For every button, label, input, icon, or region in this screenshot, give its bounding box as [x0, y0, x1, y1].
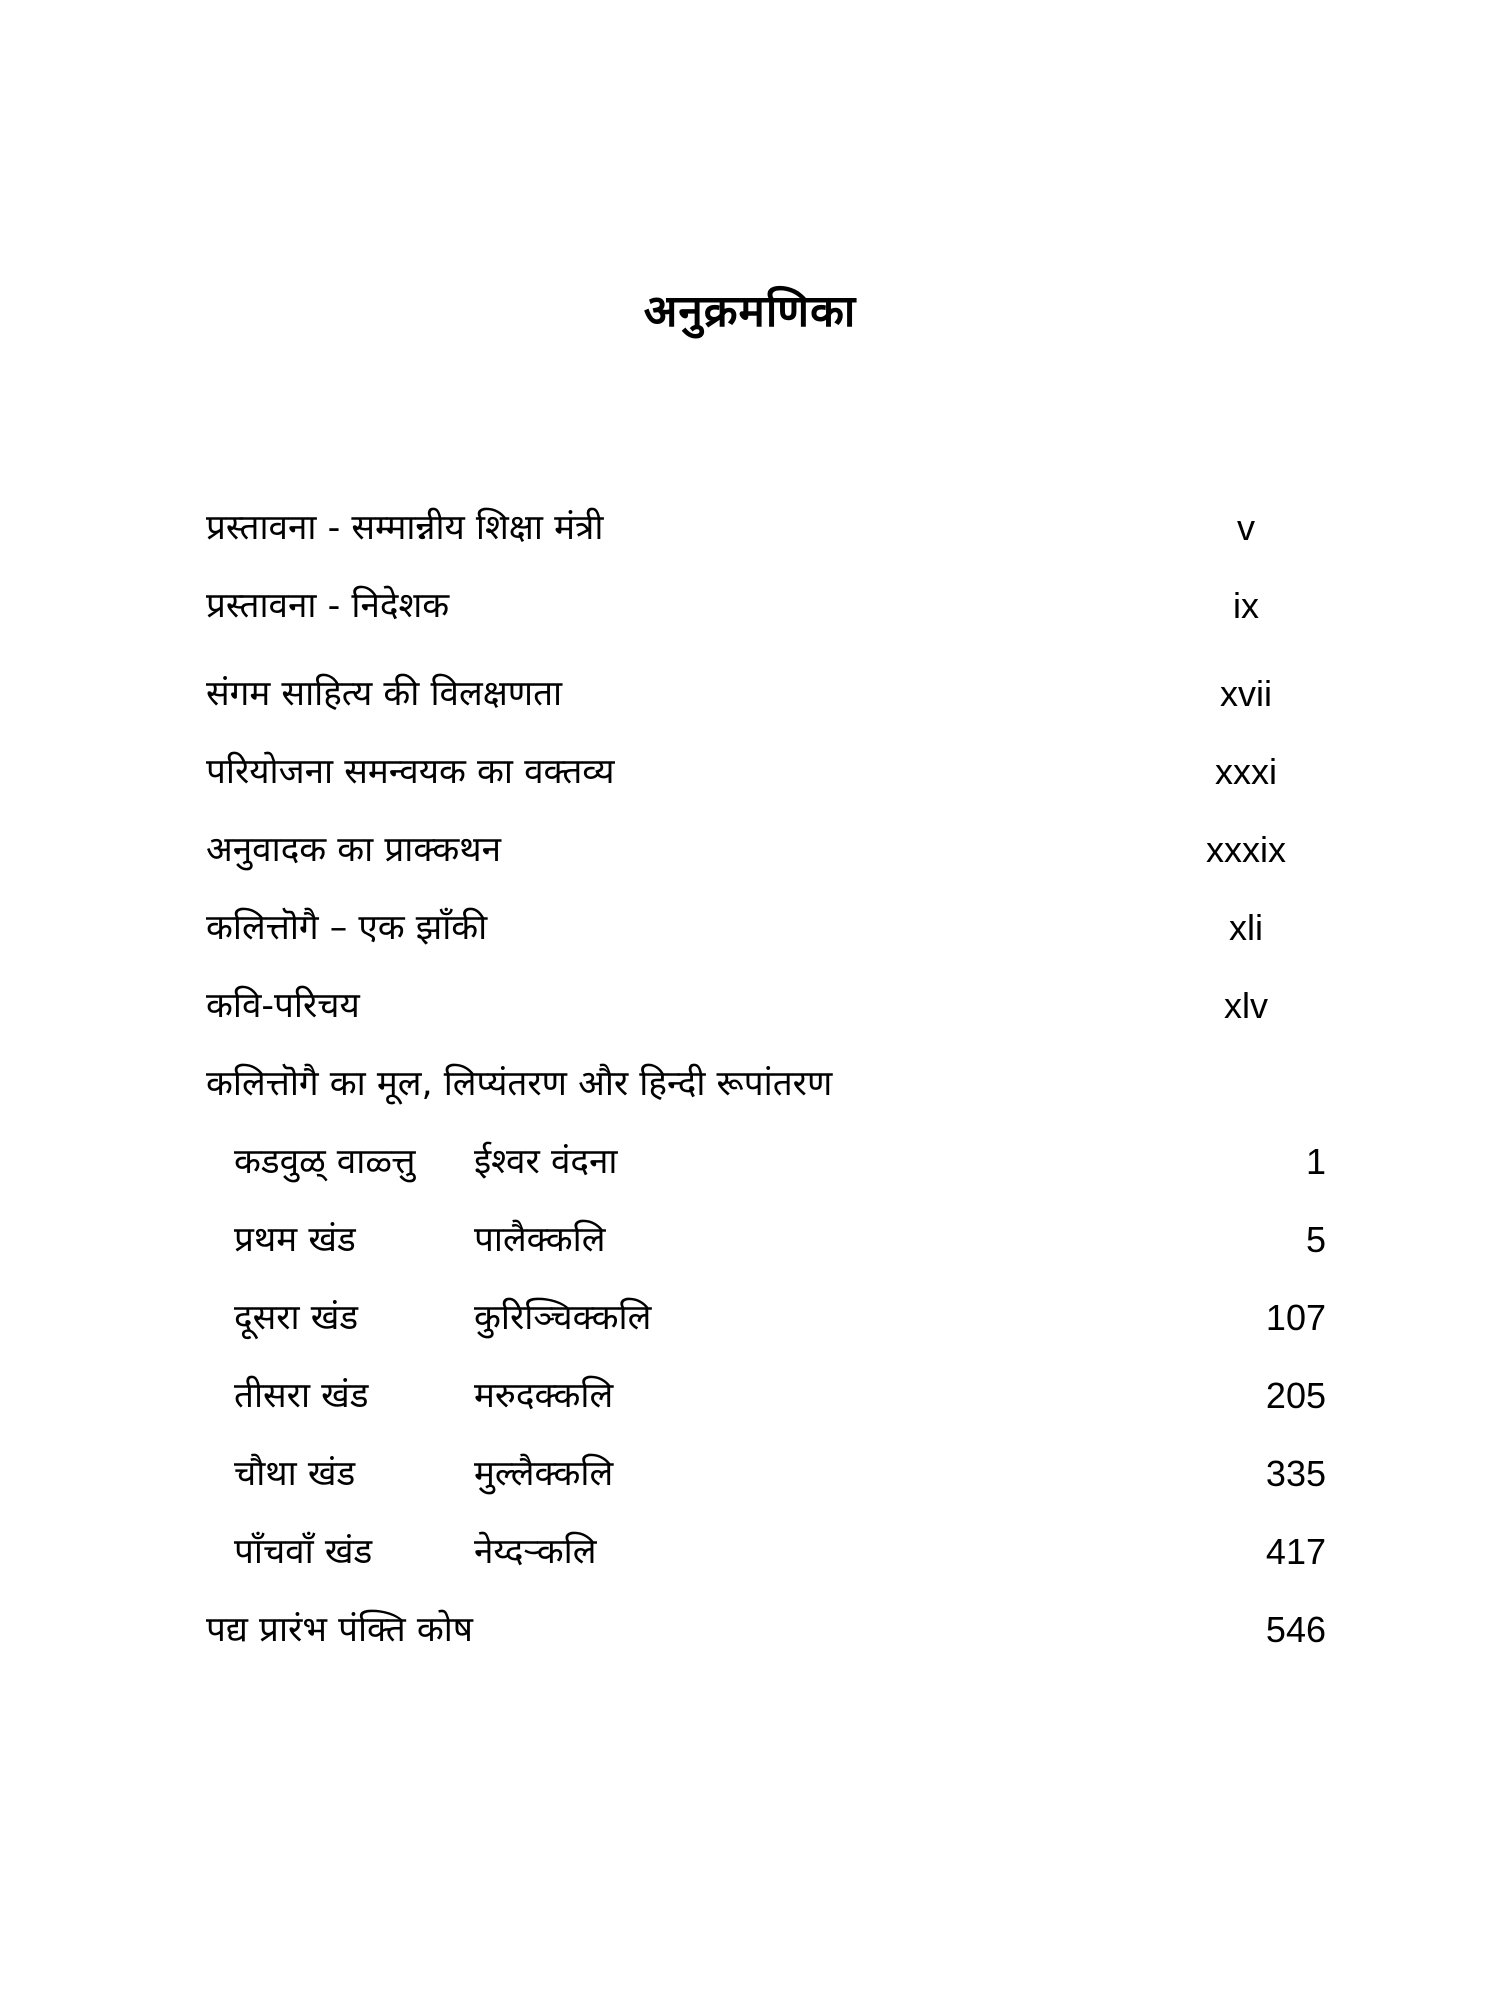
toc-entry-label: कलित्तॊगै – एक झाँकी — [206, 908, 488, 948]
toc-sub-entry-name: मुल्लैक्कलि — [474, 1454, 614, 1494]
toc-sub-entry[interactable] — [206, 1288, 1326, 1348]
toc-sub-entry-part: प्रथम खंड — [234, 1220, 356, 1260]
toc-entry-label: कवि-परिचय — [206, 986, 360, 1026]
toc-sub-entry-part: तीसरा खंड — [234, 1376, 369, 1416]
toc-entry[interactable] — [206, 664, 1326, 724]
toc-entry-page: xvii — [1220, 673, 1272, 714]
toc-sub-entry-part: चौथा खंड — [234, 1454, 356, 1494]
toc-entry[interactable] — [206, 1054, 1326, 1114]
toc-entry-page: xlv — [1224, 985, 1268, 1026]
toc-entry[interactable] — [206, 820, 1326, 880]
toc-entry[interactable] — [206, 576, 1326, 636]
toc-entry-page: xxxix — [1206, 829, 1286, 870]
toc-entry-label: पद्य प्रारंभ पंक्ति कोष — [206, 1610, 474, 1650]
toc-sub-entry-name: ईश्वर वंदना — [474, 1142, 618, 1182]
toc-entry[interactable] — [206, 498, 1326, 558]
toc-sub-entry-page: 1 — [1305, 1141, 1326, 1182]
toc-entry-page: ix — [1233, 585, 1259, 626]
toc-sub-entry-page: 107 — [1265, 1297, 1326, 1338]
toc-entry-label: प्रस्तावना - निदेशक — [206, 586, 450, 626]
toc-sub-entry-name: मरुदक्कलि — [474, 1376, 614, 1416]
toc-entry[interactable] — [206, 976, 1326, 1036]
toc-sub-entry[interactable] — [206, 1210, 1326, 1270]
toc-sub-entry-page: 205 — [1265, 1375, 1326, 1416]
toc-entry[interactable] — [206, 1600, 1326, 1660]
toc-sub-entry-page: 5 — [1305, 1219, 1326, 1260]
toc-sub-entry-page: 417 — [1265, 1531, 1326, 1572]
toc-sub-entry-name: नेय्दऱ्कलि — [474, 1532, 597, 1572]
toc-sub-entry-part: पाँचवाँ खंड — [234, 1532, 373, 1572]
toc-entry-label: संगम साहित्य की विलक्षणता — [206, 674, 563, 714]
toc-entry-label: प्रस्तावना - सम्मान्नीय शिक्षा मंत्री — [206, 508, 604, 548]
toc-entry-page: xli — [1229, 907, 1263, 948]
toc-entry-page: xxxi — [1215, 751, 1277, 792]
toc-sub-entry[interactable] — [206, 1444, 1326, 1504]
toc-sub-entry-page: 335 — [1265, 1453, 1326, 1494]
toc-sub-entry-part: दूसरा खंड — [234, 1298, 359, 1338]
toc-sub-entry-name: कुरिञ्चिक्कलि — [474, 1298, 652, 1338]
toc-sub-entry-part: कडवुळ् वाळ्त्तु — [234, 1142, 416, 1182]
toc-entry-page: v — [1237, 507, 1255, 548]
toc-entry[interactable] — [206, 898, 1326, 958]
toc-sub-entry-name: पालैक्कलि — [474, 1220, 606, 1260]
toc-entry-label: अनुवादक का प्राक्कथन — [206, 830, 502, 870]
toc-entry-label: कलित्तॊगै का मूल, लिप्यंतरण और हिन्दी रूपांतरण — [206, 1064, 833, 1104]
toc-entry[interactable] — [206, 742, 1326, 802]
toc-entry-page: 546 — [1265, 1609, 1326, 1650]
toc-sub-entry[interactable] — [206, 1522, 1326, 1582]
toc-entry-label: परियोजना समन्वयक का वक्तव्य — [206, 752, 615, 792]
page-title: अनुक्रमणिका — [643, 286, 857, 337]
toc-sub-entry[interactable] — [206, 1132, 1326, 1192]
toc-sub-entry[interactable] — [206, 1366, 1326, 1426]
